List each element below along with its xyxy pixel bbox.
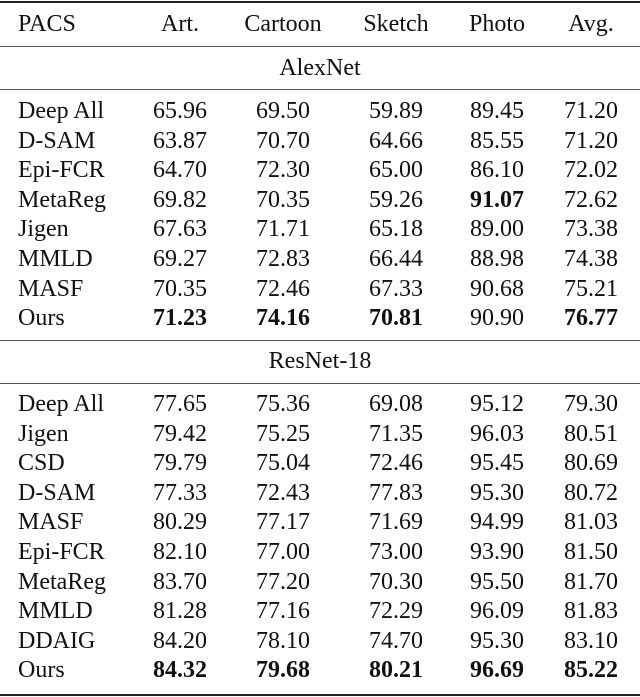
- art-value: 64.70: [153, 157, 207, 184]
- method-name: Deep All: [18, 98, 104, 124]
- cartoon-value: 70.35: [256, 186, 310, 213]
- avg-value: 72.02: [564, 157, 618, 184]
- avg-value: 73.38: [564, 216, 618, 243]
- art-value: 79.42: [153, 420, 207, 447]
- sketch-value: 67.33: [369, 275, 423, 302]
- art-value: 71.23: [153, 305, 207, 332]
- table-row: [0, 126, 640, 156]
- photo-value: 95.30: [470, 627, 524, 654]
- section-rule: [0, 89, 640, 90]
- art-value: 83.70: [153, 568, 207, 595]
- section-rule: [0, 383, 640, 384]
- table-row: [0, 626, 640, 656]
- photo-value: 96.03: [470, 420, 524, 447]
- art-value: 69.27: [153, 246, 207, 272]
- sketch-value: 72.46: [369, 450, 423, 477]
- method-name: D-SAM: [18, 127, 96, 154]
- cartoon-value: 75.04: [256, 450, 310, 477]
- photo-value: 89.00: [470, 216, 524, 243]
- art-value: 80.29: [153, 509, 207, 536]
- photo-value: 95.30: [470, 479, 524, 506]
- sketch-value: 71.69: [369, 509, 423, 536]
- table-row: [0, 96, 640, 126]
- cartoon-value: 79.68: [256, 657, 310, 684]
- cartoon-value: 70.70: [256, 127, 310, 154]
- sketch-value: 59.89: [369, 98, 423, 124]
- table-row: [0, 274, 640, 304]
- method-name: Ours: [18, 305, 65, 332]
- art-value: 79.79: [153, 450, 207, 477]
- avg-value: 81.50: [564, 539, 618, 565]
- method-name: MMLD: [18, 246, 93, 272]
- method-name: MASF: [18, 275, 84, 302]
- cartoon-value: 78.10: [256, 627, 310, 654]
- method-name: Jigen: [18, 420, 69, 447]
- method-name: DDAIG: [18, 627, 96, 654]
- cartoon-value: 72.46: [256, 275, 310, 302]
- method-name: D-SAM: [18, 479, 96, 506]
- table-row: [0, 507, 640, 537]
- cartoon-value: 72.30: [256, 157, 310, 184]
- table-row: [0, 448, 640, 478]
- sketch-value: 70.30: [369, 568, 423, 595]
- art-value: 84.32: [153, 657, 207, 684]
- table-row: [0, 303, 640, 333]
- method-name: CSD: [18, 450, 65, 477]
- photo-value: 86.10: [470, 157, 524, 184]
- cartoon-value: 77.16: [256, 598, 310, 625]
- photo-value: 90.90: [470, 305, 524, 332]
- table-row: [0, 214, 640, 244]
- sketch-value: 64.66: [369, 127, 423, 154]
- cartoon-value: 74.16: [256, 305, 310, 332]
- cartoon-value: 72.43: [256, 479, 310, 506]
- avg-value: 79.30: [564, 391, 618, 417]
- sketch-value: 77.83: [369, 479, 423, 506]
- photo-value: 88.98: [470, 246, 524, 272]
- header-pacs: PACS: [18, 11, 76, 37]
- cartoon-value: 77.20: [256, 568, 310, 595]
- avg-value: 80.69: [564, 450, 618, 477]
- header-art: Art.: [161, 11, 199, 37]
- sketch-value: 74.70: [369, 627, 423, 654]
- table-row: [0, 155, 640, 185]
- art-value: 70.35: [153, 275, 207, 302]
- sketch-value: 80.21: [369, 657, 423, 684]
- sketch-value: 71.35: [369, 420, 423, 447]
- cartoon-value: 69.50: [256, 98, 310, 124]
- section-title: ResNet-18: [268, 348, 372, 374]
- table-row: [0, 567, 640, 597]
- header-rule: [0, 46, 640, 47]
- section-title: AlexNet: [279, 55, 361, 81]
- avg-value: 72.62: [564, 186, 618, 213]
- header-photo: Photo: [468, 11, 525, 37]
- cartoon-value: 75.36: [256, 391, 310, 417]
- header-avg: Avg.: [568, 11, 614, 37]
- method-name: MetaReg: [18, 186, 106, 213]
- avg-value: 81.70: [564, 568, 618, 595]
- photo-value: 96.69: [470, 657, 524, 684]
- photo-value: 95.50: [470, 568, 524, 595]
- art-value: 77.65: [153, 391, 207, 417]
- avg-value: 80.72: [564, 479, 618, 506]
- cartoon-value: 77.17: [256, 509, 310, 536]
- avg-value: 81.83: [564, 598, 618, 625]
- table-row: [0, 596, 640, 626]
- bottom-rule: [0, 694, 640, 696]
- art-value: 84.20: [153, 627, 207, 654]
- photo-value: 95.12: [470, 391, 524, 417]
- cartoon-value: 77.00: [256, 539, 310, 565]
- photo-value: 93.90: [470, 539, 524, 565]
- avg-value: 81.03: [564, 509, 618, 536]
- photo-value: 85.55: [470, 127, 524, 154]
- sketch-value: 69.08: [369, 391, 423, 417]
- table-row: [0, 478, 640, 508]
- avg-value: 74.38: [564, 246, 618, 272]
- sketch-value: 65.18: [369, 216, 423, 243]
- sketch-value: 59.26: [369, 186, 423, 213]
- avg-value: 80.51: [564, 420, 618, 447]
- sketch-value: 66.44: [369, 246, 423, 272]
- sketch-value: 72.29: [369, 598, 423, 625]
- method-name: Jigen: [18, 216, 69, 243]
- avg-value: 83.10: [564, 627, 618, 654]
- method-name: MetaReg: [18, 568, 106, 595]
- avg-value: 71.20: [564, 98, 618, 124]
- table-row: [0, 244, 640, 274]
- method-name: MASF: [18, 509, 84, 536]
- table-row: [0, 419, 640, 449]
- art-value: 63.87: [153, 127, 207, 154]
- cartoon-value: 75.25: [256, 420, 310, 447]
- table-row: [0, 537, 640, 567]
- photo-value: 95.45: [470, 450, 524, 477]
- art-value: 69.82: [153, 186, 207, 213]
- avg-value: 71.20: [564, 127, 618, 154]
- avg-value: 85.22: [564, 657, 618, 684]
- photo-value: 90.68: [470, 275, 524, 302]
- photo-value: 89.45: [470, 98, 524, 124]
- method-name: MMLD: [18, 598, 93, 625]
- sketch-value: 65.00: [369, 157, 423, 184]
- table-row: [0, 185, 640, 215]
- art-value: 67.63: [153, 216, 207, 243]
- cartoon-value: 72.83: [256, 246, 310, 272]
- header-cartoon: Cartoon: [244, 11, 322, 37]
- sketch-value: 70.81: [369, 305, 423, 332]
- avg-value: 76.77: [564, 305, 618, 332]
- header-row: [0, 9, 640, 39]
- method-name: Deep All: [18, 391, 104, 417]
- section-rule: [0, 340, 640, 341]
- art-value: 82.10: [153, 539, 207, 565]
- top-rule: [0, 1, 640, 3]
- art-value: 81.28: [153, 598, 207, 625]
- table-row: [0, 655, 640, 685]
- method-name: Epi-FCR: [18, 539, 105, 565]
- table-row: [0, 389, 640, 419]
- cartoon-value: 71.71: [256, 216, 310, 243]
- avg-value: 75.21: [564, 275, 618, 302]
- method-name: Ours: [18, 657, 65, 684]
- photo-value: 94.99: [470, 509, 524, 536]
- photo-value: 96.09: [470, 598, 524, 625]
- method-name: Epi-FCR: [18, 157, 105, 184]
- photo-value: 91.07: [470, 186, 524, 213]
- header-sketch: Sketch: [363, 11, 429, 37]
- sketch-value: 73.00: [369, 539, 423, 565]
- art-value: 77.33: [153, 479, 207, 506]
- art-value: 65.96: [153, 98, 207, 124]
